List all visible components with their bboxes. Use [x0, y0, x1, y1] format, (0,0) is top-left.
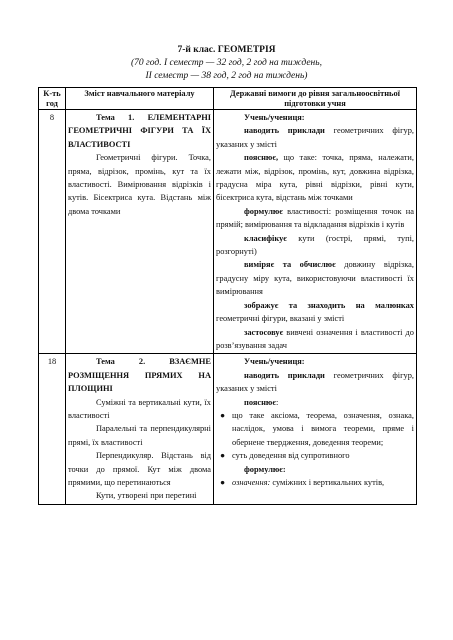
row2-content-cell — [66, 354, 214, 504]
row2-topic-line-1: Тема 2. ВЗАЄМНЕ — [96, 357, 211, 367]
row2-content-4: Кути, утворені при перетині — [96, 491, 197, 501]
row2-bullet-1: ● що таке аксіома, теорема, означення, ознака, наслідок, умова і вимога теореми, пряме і обернене твердження, доведення теореми; — [220, 410, 414, 447]
document-header — [0, 44, 453, 83]
row2-bullet-3: ● означення: суміжних і вертикальних кутів, — [218, 476, 414, 489]
row2-req-2: пояснює: — [244, 397, 279, 407]
page-subtitle-line-2: ІІ семестр — 38 год, 2 год на тиждень) — [145, 71, 308, 81]
page-title: 7-й клас. ГЕОМЕТРІЯ — [177, 45, 276, 55]
table-header-row — [39, 88, 417, 110]
row2-topic-line-3: ПЛОЩИНІ — [68, 384, 113, 394]
row1-req-5: виміряє та обчислює довжину відрізка, градусну міру кута, використовуючи властивості їх вимірювання — [216, 260, 414, 297]
row2-content-2: Паралельні та перпендикулярні прямі, їх властивості — [68, 424, 211, 447]
row2-student-label: Учень/учениця: — [244, 357, 305, 367]
page-subtitle-line-1: (70 год. І семестр — 32 год, 2 год на тиждень, — [131, 58, 322, 68]
row1-req-4: класифікує кути (гострі, прямі, тупі, розгорнуті) — [216, 233, 414, 257]
table-row — [39, 354, 417, 504]
bullet-icon: ● — [220, 477, 226, 487]
row1-topic-line-3: ВЛАСТИВОСТІ — [68, 139, 131, 149]
bullet-icon: ● — [220, 451, 226, 461]
header-hours: К-ть год — [39, 88, 66, 110]
header-requirements: Державні вимоги до рівня загальноосвітньої підготовки учня — [214, 88, 417, 110]
row1-req-3: формулює властивості: розміщення точок на прямій; вимірювання та відкладання відрізків і кутів — [216, 206, 414, 230]
row1-topic-line-2: ГЕОМЕТРИЧНІ ФІГУРИ ТА ЇХ — [68, 126, 211, 136]
row1-content-cell — [66, 110, 214, 354]
row1-student-label: Учень/учениця: — [244, 113, 305, 122]
row2-topic-line-2: РОЗМІЩЕННЯ ПРЯМИХ НА — [68, 370, 211, 380]
table-row — [39, 110, 417, 354]
row1-req-6: зображує та знаходить на малюнках геометричні фігури, вказані у змісті — [216, 300, 414, 324]
row2-req-1: наводить приклади геометричних фігур, указаних у змісті — [216, 370, 414, 394]
header-content: Зміст навчального матеріалу — [66, 88, 214, 110]
row1-topic-line-1: Тема 1. ЕЛЕМЕНТАРНІ — [96, 113, 211, 122]
row2-hours: 18 — [39, 354, 66, 504]
row1-content-text: Геометричні фігури. Точка, пряма, відрізок, промінь, кут та їх властивості. Вимірювання відрізків і кутів. Бісектриса кута. Відстань між двома точками — [68, 153, 211, 216]
row1-requirements-cell — [214, 110, 417, 354]
row2-requirements-cell — [214, 354, 417, 504]
row2-content-1: Суміжні та вертикальні кути, їх властивості — [68, 397, 211, 420]
row1-req-7: застосовує вивчені означення і властивості до розв’язування задач — [216, 327, 414, 350]
row1-req-1: наводить приклади геометричних фігур, указаних у змісті — [216, 126, 414, 149]
row1-req-2: пояснює, що таке: точка, пряма, належати, лежати між, відрізок, промінь, кут, довжина відрізка, градусна міра кута, рівні відрізки, рівні кути, бісектриса кута, відстань між точками — [216, 153, 414, 203]
row2-bullet-2: ● суть доведення від супротивного — [218, 449, 414, 462]
row2-req-3: формулює: — [244, 464, 286, 474]
row1-hours: 8 — [39, 110, 66, 354]
curriculum-table — [38, 87, 417, 505]
bullet-icon: ● — [220, 410, 226, 420]
row2-content-3: Перпендикуляр. Відстань від точки до прямої. Кут між двома прямими, що перетинаються — [68, 451, 211, 487]
